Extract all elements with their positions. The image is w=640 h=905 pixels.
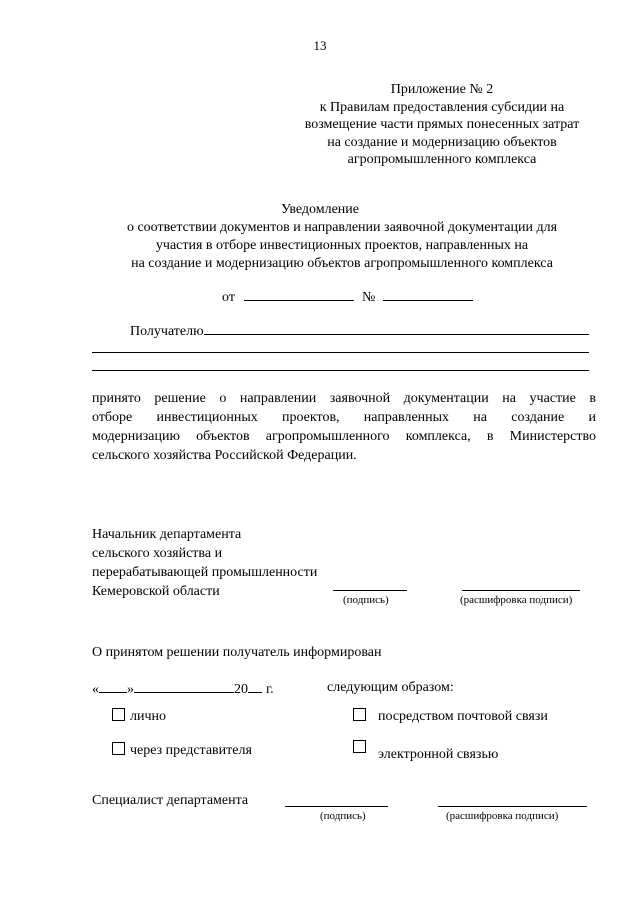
inform-date-row — [92, 680, 274, 698]
month-blank[interactable] — [134, 680, 234, 693]
option-personally[interactable] — [112, 708, 166, 725]
appendix-line: на создание и модернизацию объектов — [327, 134, 557, 150]
option-label: через представителя — [130, 743, 252, 758]
way-label: следующим образом: — [327, 680, 454, 695]
appendix-line: возмещение части прямых понесенных затрат — [304, 117, 580, 132]
informed-statement: О принятом решении получатель информирован — [92, 645, 382, 660]
appendix-line: к Правилам предоставления субсидии на — [319, 99, 565, 115]
specialist-decryption-line[interactable] — [438, 806, 587, 807]
option-electronic[interactable] — [353, 740, 498, 760]
option-label: посредством почтовой связи — [378, 709, 548, 724]
signatory-line: сельского хозяйства и — [92, 546, 223, 561]
checkbox[interactable] — [353, 740, 366, 753]
signatory-line: Кемеровской области — [92, 584, 220, 599]
decryption-caption: (расшифровка подписи) — [460, 594, 573, 606]
notice-title: Уведомление — [280, 202, 359, 217]
open-quote: « — [92, 682, 99, 697]
paragraph-line: сельского хозяйства Российской Федерации. — [92, 448, 357, 463]
recipient-blank-line-2[interactable] — [92, 352, 589, 353]
signature-caption: (подпись) — [343, 594, 389, 606]
option-postal[interactable] — [353, 708, 548, 725]
notice-line: участия в отборе инвестиционных проектов, направленных на — [155, 238, 529, 253]
paragraph-line: модернизацию объектов агропромышленного комплекса, в Министерство — [92, 429, 596, 444]
year-suffix: г. — [266, 682, 274, 697]
notice-subtitle — [96, 219, 588, 273]
recipient-blank-line-3[interactable] — [92, 370, 589, 371]
option-label: электронной связью — [378, 747, 499, 762]
number-blank[interactable] — [383, 288, 473, 301]
specialist-decryption-caption: (расшифровка подписи) — [446, 810, 559, 822]
close-quote: » — [127, 682, 134, 697]
notice-line: о соответствии документов и направлении заявочной документации для — [126, 220, 558, 235]
number-label: № — [361, 290, 376, 305]
appendix-line: агропромышленного комплекса — [347, 152, 537, 167]
date-blank[interactable] — [244, 288, 354, 301]
checkbox[interactable] — [112, 742, 125, 755]
year-blank[interactable] — [248, 680, 262, 693]
checkbox[interactable] — [353, 708, 366, 721]
option-label: лично — [130, 709, 167, 724]
decryption-line[interactable] — [462, 590, 580, 591]
day-blank[interactable] — [99, 680, 127, 693]
page-number: 13 — [313, 38, 327, 53]
notice-date-number-row — [222, 288, 473, 306]
signatory-line: перерабатывающей промышленности — [92, 565, 318, 580]
from-label: от — [222, 290, 235, 305]
specialist-signature-caption: (подпись) — [320, 810, 366, 822]
specialist-signature-line[interactable] — [285, 806, 388, 807]
appendix-title: Приложение № 2 — [390, 82, 494, 97]
signatory-block — [92, 525, 317, 601]
recipient-label: Получателю — [130, 324, 204, 339]
notice-line: на создание и модернизацию объектов агропромышленного комплекса — [131, 256, 553, 271]
recipient-blank[interactable] — [204, 322, 589, 335]
paragraph-line: отборе инвестиционных проектов, направленных на создание и — [92, 410, 596, 425]
checkbox[interactable] — [112, 708, 125, 721]
recipient-row — [130, 322, 589, 340]
year-prefix: 20 — [234, 682, 248, 697]
signature-line[interactable] — [333, 590, 407, 591]
decision-paragraph — [92, 389, 596, 465]
paragraph-line: принято решение о направлении заявочной документации на участие в — [92, 391, 596, 406]
signatory-line: Начальник департамента — [92, 527, 242, 542]
option-representative[interactable] — [112, 742, 252, 759]
appendix-header — [282, 81, 602, 169]
specialist-label: Специалист департамента — [92, 793, 249, 808]
